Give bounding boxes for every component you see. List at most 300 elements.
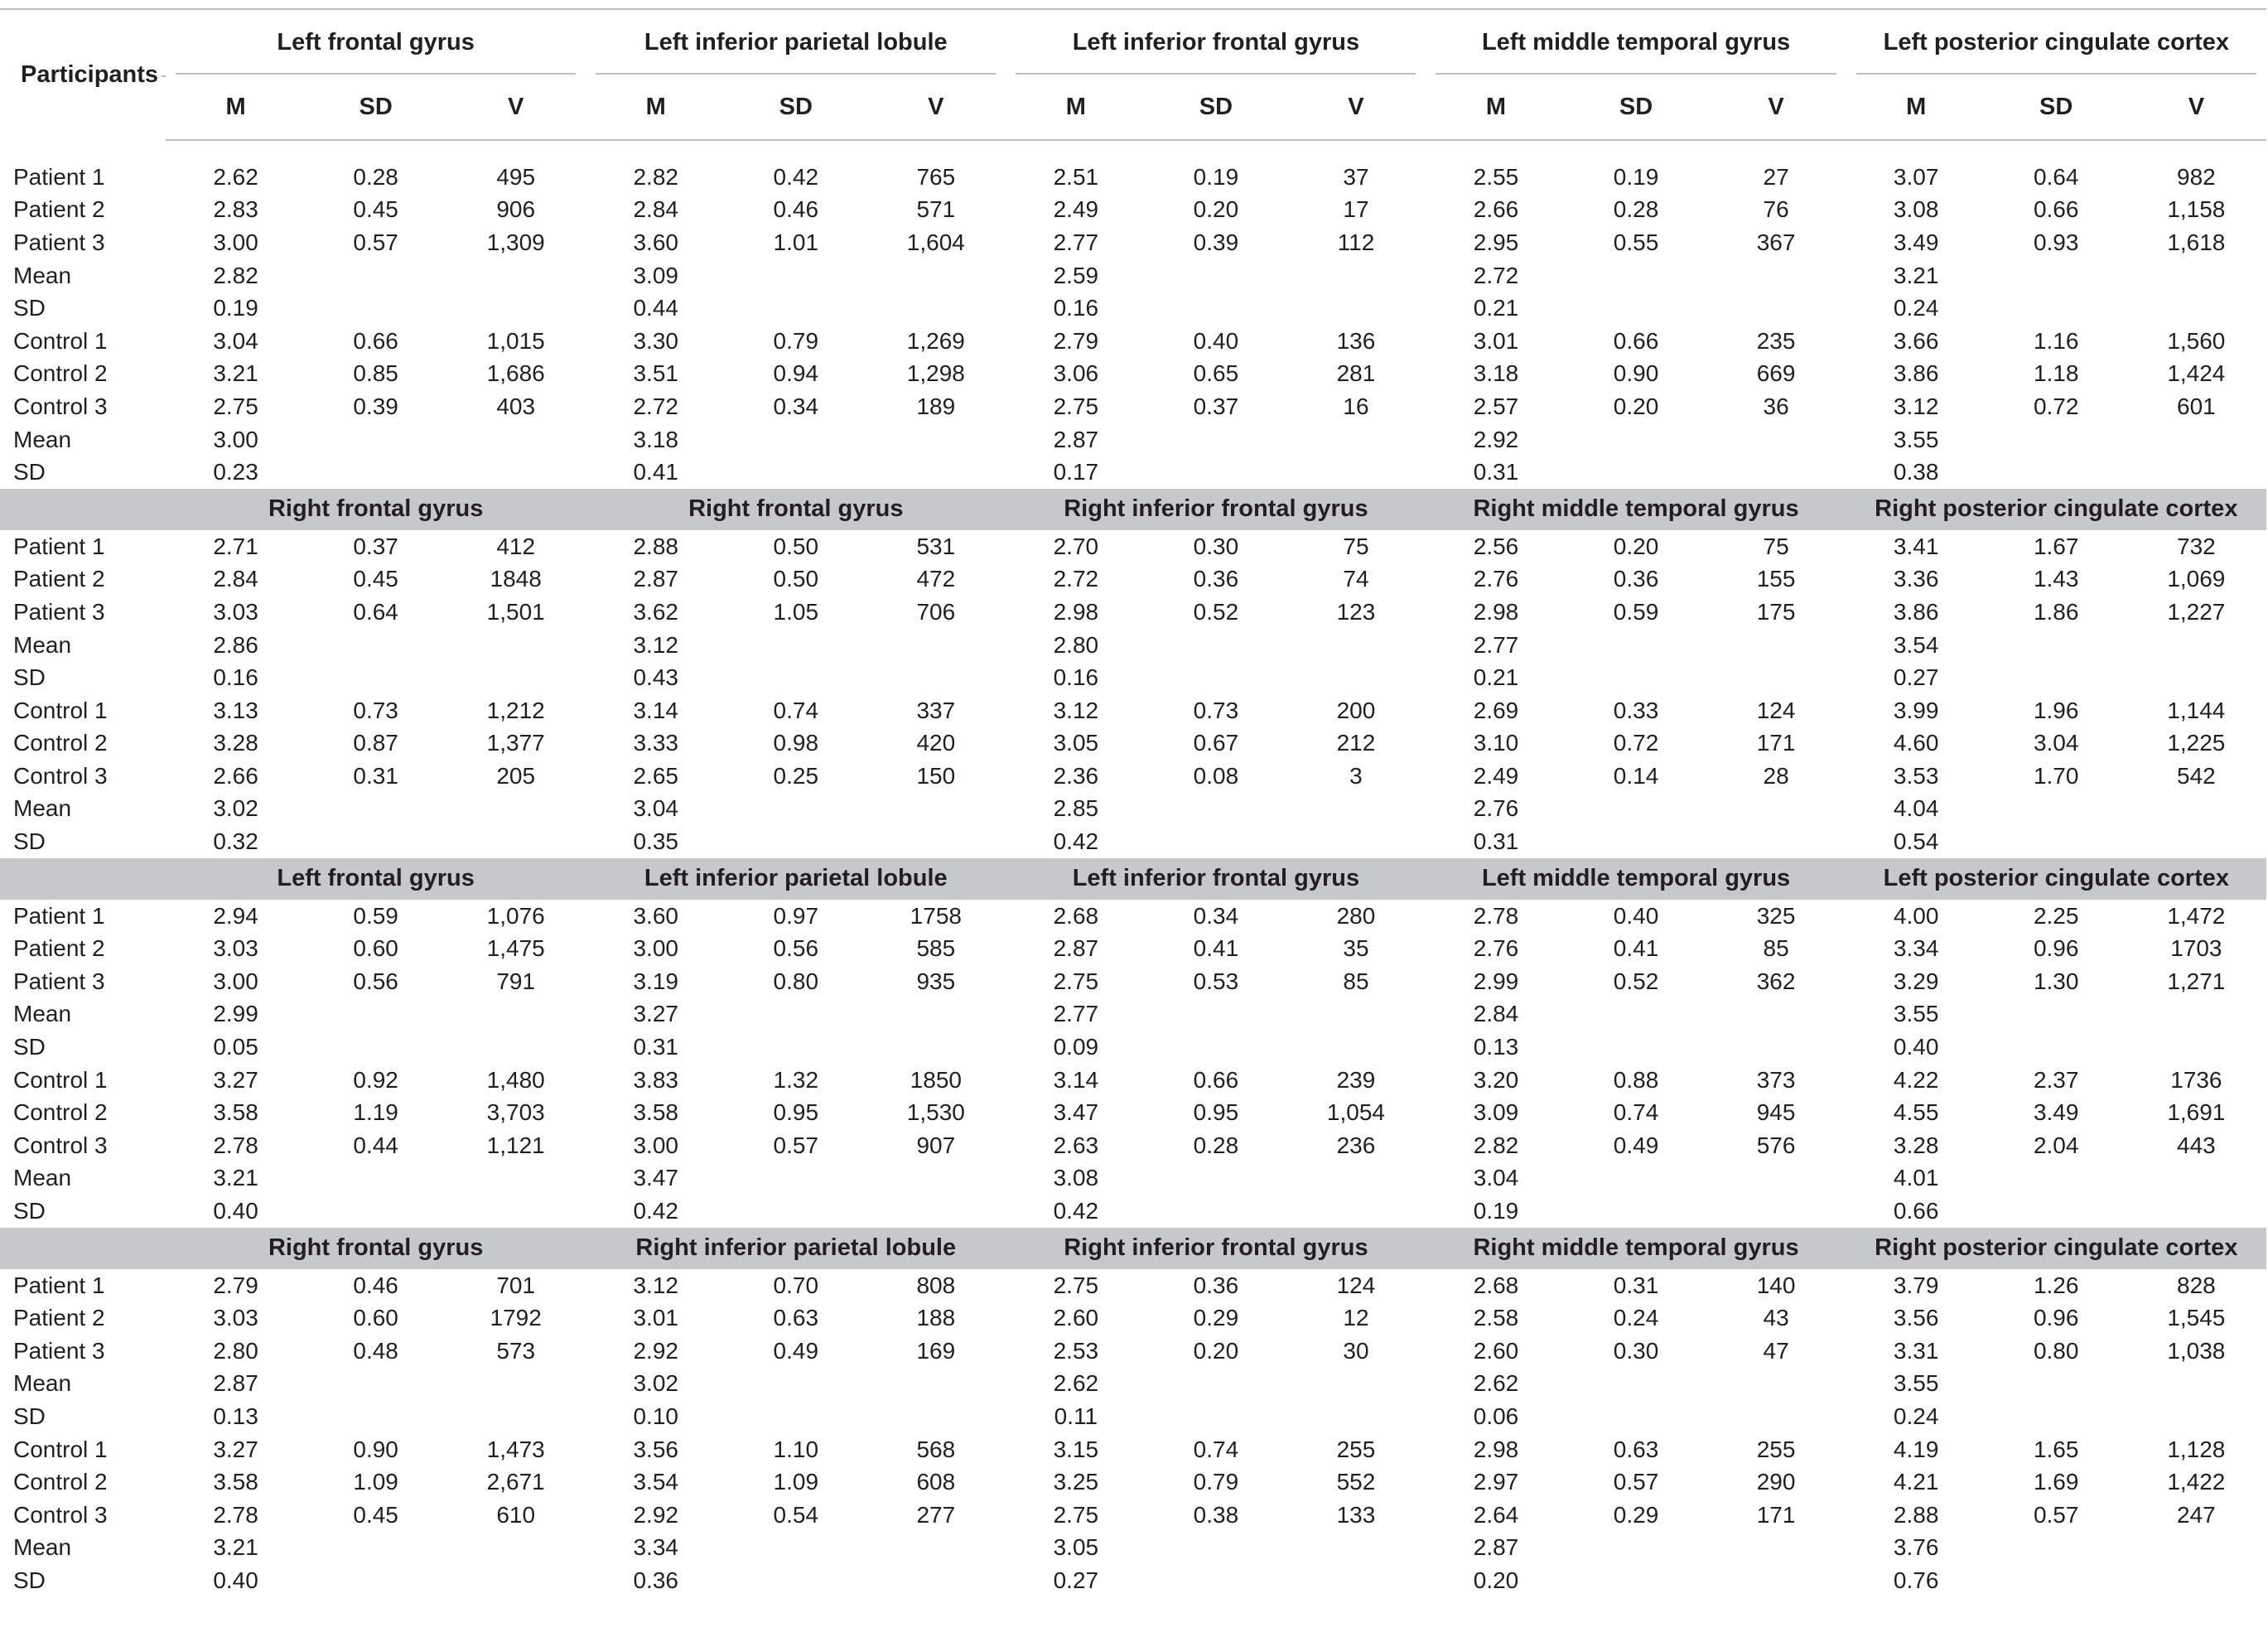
table-cell: 0.44 <box>353 1132 398 1158</box>
table-cell: 0.57 <box>1613 1469 1659 1495</box>
table-cell: 3.54 <box>1893 631 1939 658</box>
section-header-band <box>0 1228 2266 1269</box>
table-cell <box>306 998 446 1031</box>
table-cell: 0.31 <box>633 1034 678 1060</box>
table-cell: 3.04 <box>2033 730 2079 756</box>
table-cell: 0.90 <box>1613 360 1659 387</box>
stat-header-m: M <box>1426 75 1566 140</box>
table-cell <box>2126 1532 2266 1565</box>
table-cell: 212 <box>1336 730 1376 756</box>
table-cell <box>306 292 446 325</box>
table-cell: 175 <box>1756 598 1796 625</box>
table-row <box>0 1195 2266 1228</box>
table-cell <box>446 292 586 325</box>
table-row <box>0 161 2266 194</box>
table-cell: 0.30 <box>1193 533 1239 559</box>
table-cell: 171 <box>1756 1501 1796 1528</box>
row-label: Mean <box>13 631 72 658</box>
table-cell: 0.16 <box>213 664 258 691</box>
table-cell: 3.00 <box>633 935 678 962</box>
table-row <box>0 456 2266 489</box>
table-cell: 1.19 <box>353 1099 398 1126</box>
table-cell <box>1706 998 1846 1031</box>
table-cell <box>1706 1195 1846 1228</box>
table-cell <box>306 825 446 858</box>
row-label: Patient 2 <box>13 566 105 592</box>
table-cell <box>2126 292 2266 325</box>
table-cell <box>726 661 866 694</box>
table-cell: 0.64 <box>353 598 398 625</box>
table-cell: 2.87 <box>1053 426 1099 452</box>
table-cell: 0.35 <box>633 828 678 855</box>
table-row <box>0 563 2266 596</box>
table-cell: 2.68 <box>1473 1272 1519 1298</box>
table-cell <box>1146 423 1286 456</box>
table-cell: 982 <box>2177 163 2216 190</box>
table-row <box>0 629 2266 662</box>
table-cell: 2.98 <box>1473 598 1519 625</box>
table-cell: 0.72 <box>2033 393 2079 419</box>
row-label: Mean <box>13 795 72 822</box>
table-cell <box>726 1400 866 1433</box>
table-cell: 3.01 <box>633 1305 678 1331</box>
table-cell: 2.76 <box>1473 566 1519 592</box>
row-label: Control 1 <box>13 697 108 723</box>
table-cell: 1,501 <box>486 598 545 625</box>
table-cell <box>446 1400 586 1433</box>
table-row <box>0 1335 2266 1368</box>
table-cell: 0.33 <box>1613 697 1659 723</box>
table-cell: 2.68 <box>1053 902 1099 929</box>
table-cell: 0.20 <box>1193 196 1239 223</box>
table-cell: 0.27 <box>1893 664 1939 691</box>
table-cell: 0.45 <box>353 566 398 592</box>
table-row <box>0 358 2266 391</box>
table-cell: 403 <box>496 393 536 419</box>
table-cell: 3.21 <box>213 1534 258 1561</box>
table-cell: 3.34 <box>1893 935 1939 962</box>
table-cell: 907 <box>916 1132 956 1158</box>
table-cell: 0.19 <box>1613 163 1659 190</box>
table-cell: 3.00 <box>213 229 258 255</box>
section-region-header: Right frontal gyrus <box>166 489 586 530</box>
table-cell: 3.14 <box>633 697 678 723</box>
band-blank-cell <box>0 1228 166 1269</box>
table-cell: 1,618 <box>2167 229 2226 255</box>
region-header <box>1426 10 1846 75</box>
table-cell <box>866 825 1006 858</box>
table-cell: 2.70 <box>1053 533 1099 559</box>
table-cell: 2.99 <box>213 1001 258 1027</box>
table-row <box>0 1301 2266 1335</box>
table-cell <box>726 1532 866 1565</box>
table-cell <box>1146 1564 1286 1597</box>
table-cell: 571 <box>916 196 956 223</box>
table-cell: 0.79 <box>773 327 819 354</box>
table-cell: 2.82 <box>213 262 258 288</box>
table-cell <box>1986 629 2126 662</box>
table-cell: 0.56 <box>773 935 819 962</box>
table-cell: 2.60 <box>1473 1337 1519 1364</box>
table-cell: 0.40 <box>213 1567 258 1593</box>
table-cell <box>2126 998 2266 1031</box>
table-cell: 0.87 <box>353 730 398 756</box>
table-cell: 1,422 <box>2167 1469 2226 1495</box>
table-cell: 1,158 <box>2167 196 2226 223</box>
table-cell: 367 <box>1756 229 1796 255</box>
table-cell <box>1706 456 1846 489</box>
table-cell: 3.00 <box>633 1132 678 1158</box>
table-cell <box>446 661 586 694</box>
table-cell: 2.59 <box>1053 262 1099 288</box>
table-cell <box>2126 1368 2266 1401</box>
table-cell: 3.54 <box>633 1469 678 1495</box>
table-cell <box>2126 825 2266 858</box>
section-region-header: Right frontal gyrus <box>166 1228 586 1269</box>
table-cell: 0.70 <box>773 1272 819 1298</box>
table-row <box>0 1269 2266 1302</box>
table-cell <box>1286 1162 1426 1195</box>
table-cell: 280 <box>1336 902 1376 929</box>
table-cell: 0.29 <box>1193 1305 1239 1331</box>
table-cell <box>1986 423 2126 456</box>
spacer-row <box>0 140 2266 161</box>
table-cell: 0.16 <box>1053 664 1099 691</box>
table-cell: 1,377 <box>486 730 545 756</box>
table-cell: 3.41 <box>1893 533 1939 559</box>
row-label: Patient 3 <box>13 968 105 994</box>
table-cell: 3.86 <box>1893 598 1939 625</box>
table-cell: 420 <box>916 730 956 756</box>
table-cell: 935 <box>916 968 956 994</box>
table-cell: 4.00 <box>1893 902 1939 929</box>
table-cell: 2.87 <box>213 1370 258 1397</box>
table-cell: 3.66 <box>1893 327 1939 354</box>
table-row <box>0 760 2266 793</box>
table-cell: 1,480 <box>486 1066 545 1093</box>
table-cell <box>446 629 586 662</box>
table-cell: 0.66 <box>1193 1066 1239 1093</box>
row-label: Mean <box>13 426 72 452</box>
table-cell: 3.34 <box>633 1534 678 1561</box>
table-cell <box>446 793 586 826</box>
table-cell: 0.66 <box>353 327 398 354</box>
table-cell: 3.12 <box>633 631 678 658</box>
table-cell: 2.80 <box>1053 631 1099 658</box>
table-cell: 124 <box>1336 1272 1376 1298</box>
table-cell: 4.22 <box>1893 1066 1939 1093</box>
table-cell: 4.21 <box>1893 1469 1939 1495</box>
table-row <box>0 1499 2266 1532</box>
table-cell: 0.09 <box>1053 1034 1099 1060</box>
table-cell: 2.94 <box>213 902 258 929</box>
table-cell: 3.10 <box>1473 730 1519 756</box>
region-header <box>586 10 1006 75</box>
table-cell: 0.59 <box>1613 598 1659 625</box>
table-cell: 255 <box>1336 1436 1376 1462</box>
table-cell: 0.64 <box>2033 163 2079 190</box>
table-row <box>0 530 2266 563</box>
table-cell <box>1286 793 1426 826</box>
table-cell: 552 <box>1336 1469 1376 1495</box>
table-cell <box>1986 456 2126 489</box>
table-cell <box>2126 259 2266 292</box>
row-label: Patient 3 <box>13 229 105 255</box>
table-cell <box>1706 661 1846 694</box>
table-cell: 124 <box>1756 697 1796 723</box>
table-cell: 0.44 <box>633 295 678 321</box>
table-cell: 0.19 <box>1193 163 1239 190</box>
table-cell: 0.52 <box>1613 968 1659 994</box>
table-cell: 2.49 <box>1053 196 1099 223</box>
table-cell: 3.12 <box>1053 697 1099 723</box>
table-cell: 1.70 <box>2033 762 2079 789</box>
section-header-band <box>0 858 2266 900</box>
table-cell: 1,473 <box>486 1436 545 1462</box>
row-label: SD <box>13 1403 46 1429</box>
table-cell <box>1286 998 1426 1031</box>
table-cell: 3.20 <box>1473 1066 1519 1093</box>
table-cell: 0.50 <box>773 533 819 559</box>
table-cell: 4.04 <box>1893 795 1939 822</box>
table-cell: 1.01 <box>773 229 819 255</box>
table-cell: 0.17 <box>1053 459 1099 485</box>
table-cell: 2.04 <box>2033 1132 2079 1158</box>
table-cell: 0.57 <box>353 229 398 255</box>
table-cell: 3.21 <box>213 360 258 387</box>
table-cell: 2.75 <box>1053 1501 1099 1528</box>
table-cell: 0.65 <box>1193 360 1239 387</box>
row-label: Control 1 <box>13 1436 108 1462</box>
table-cell: 1,530 <box>906 1099 965 1126</box>
table-cell <box>1286 1564 1426 1597</box>
row-label: SD <box>13 1034 46 1060</box>
table-row <box>0 1031 2266 1064</box>
table-cell: 3.08 <box>1893 196 1939 223</box>
table-cell: 75 <box>1343 533 1369 559</box>
table-cell: 1,054 <box>1326 1099 1385 1126</box>
table-cell: 0.28 <box>353 163 398 190</box>
table-cell: 2.75 <box>1053 393 1099 419</box>
table-cell <box>866 793 1006 826</box>
table-body <box>0 140 2266 1597</box>
stat-header-sd: SD <box>1986 75 2126 140</box>
row-label: Control 2 <box>13 360 108 387</box>
stat-header-sd: SD <box>1566 75 1706 140</box>
region-header-label: Left frontal gyrus <box>277 28 475 56</box>
table-cell: 2.64 <box>1473 1501 1519 1528</box>
table-cell: 1,686 <box>486 360 545 387</box>
table-cell: 0.41 <box>1193 935 1239 962</box>
table-cell: 0.85 <box>353 360 398 387</box>
table-cell: 37 <box>1343 163 1369 190</box>
table-cell: 0.21 <box>1473 664 1519 691</box>
table-cell <box>726 629 866 662</box>
section-region-header: Right inferior frontal gyrus <box>1006 489 1426 530</box>
table-cell: 0.42 <box>773 163 819 190</box>
table-cell: 47 <box>1763 1337 1789 1364</box>
table-cell: 0.96 <box>2033 935 2079 962</box>
table-cell: 0.57 <box>2033 1501 2079 1528</box>
table-cell: 155 <box>1756 566 1796 592</box>
table-cell: 2.97 <box>1473 1469 1519 1495</box>
table-cell: 0.73 <box>1193 697 1239 723</box>
table-cell: 2.98 <box>1473 1436 1519 1462</box>
table-cell: 2.55 <box>1473 163 1519 190</box>
table-cell: 0.93 <box>2033 229 2079 255</box>
table-cell: 0.24 <box>1893 1403 1939 1429</box>
table-cell: 495 <box>496 163 536 190</box>
table-cell: 247 <box>2177 1501 2216 1528</box>
table-cell: 0.56 <box>353 968 398 994</box>
table-cell: 3.60 <box>633 229 678 255</box>
table-cell: 3.36 <box>1893 566 1939 592</box>
stat-header-m: M <box>586 75 726 140</box>
table-cell: 2.75 <box>1053 968 1099 994</box>
table-cell: 0.31 <box>1613 1272 1659 1298</box>
table-cell <box>2126 1031 2266 1064</box>
table-cell: 0.08 <box>1193 762 1239 789</box>
table-cell: 2.87 <box>1473 1534 1519 1561</box>
table-cell <box>446 1564 586 1597</box>
table-cell <box>1286 1031 1426 1064</box>
table-cell: 373 <box>1756 1066 1796 1093</box>
table-cell <box>1706 292 1846 325</box>
table-cell: 1848 <box>490 566 542 592</box>
table-cell <box>306 456 446 489</box>
table-cell: 0.31 <box>353 762 398 789</box>
section-region-header: Right posterior cingulate cortex <box>1846 1228 2266 1269</box>
table-cell: 0.36 <box>1613 566 1659 592</box>
table-cell: 123 <box>1336 598 1376 625</box>
table-cell: 2.76 <box>1473 795 1519 822</box>
table-cell: 0.55 <box>1613 229 1659 255</box>
table-cell: 0.36 <box>633 1567 678 1593</box>
table-cell: 235 <box>1756 327 1796 354</box>
table-cell <box>1706 423 1846 456</box>
table-cell <box>1146 825 1286 858</box>
row-label: Control 2 <box>13 730 108 756</box>
table-cell <box>446 1031 586 1064</box>
table-cell: 3.02 <box>633 1370 678 1397</box>
table-cell <box>306 1031 446 1064</box>
table-cell: 573 <box>496 1337 536 1364</box>
table-cell: 0.13 <box>213 1403 258 1429</box>
table-cell: 3.03 <box>213 1305 258 1331</box>
table-cell <box>1566 1532 1706 1565</box>
table-row <box>0 1064 2266 1097</box>
row-label: Control 2 <box>13 1469 108 1495</box>
table-cell: 4.55 <box>1893 1099 1939 1126</box>
table-cell <box>1566 793 1706 826</box>
table-cell <box>306 1195 446 1228</box>
table-cell: 3.58 <box>213 1099 258 1126</box>
section-region-header: Left frontal gyrus <box>166 858 586 900</box>
table-cell: 0.14 <box>1613 762 1659 789</box>
table-cell <box>1566 1400 1706 1433</box>
row-label: SD <box>13 1567 46 1593</box>
table-cell: 0.13 <box>1473 1034 1519 1060</box>
table-cell <box>306 629 446 662</box>
table-cell: 1,212 <box>486 697 545 723</box>
table-cell: 1,424 <box>2167 360 2226 387</box>
table-cell: 1.09 <box>773 1469 819 1495</box>
table-cell <box>2126 793 2266 826</box>
table-row <box>0 259 2266 292</box>
table-cell: 1,604 <box>906 229 965 255</box>
table-cell: 0.16 <box>1053 295 1099 321</box>
table-cell <box>446 1195 586 1228</box>
row-label: Control 3 <box>13 1132 108 1158</box>
stat-header-m: M <box>1006 75 1146 140</box>
table-cell: 791 <box>496 968 536 994</box>
table-cell: 2.69 <box>1473 697 1519 723</box>
table-cell: 1.43 <box>2033 566 2079 592</box>
table-cell: 0.97 <box>773 902 819 929</box>
table-cell: 0.66 <box>1893 1198 1939 1224</box>
table-cell: 0.40 <box>1613 902 1659 929</box>
row-label: Patient 1 <box>13 902 105 929</box>
table-cell: 3.27 <box>213 1066 258 1093</box>
row-label: Control 3 <box>13 1501 108 1528</box>
table-cell: 0.37 <box>1193 393 1239 419</box>
table-cell: 3.33 <box>633 730 678 756</box>
stat-header-v: V <box>1706 75 1846 140</box>
table-cell: 76 <box>1763 196 1789 223</box>
table-cell: 0.45 <box>353 196 398 223</box>
table-cell <box>1566 423 1706 456</box>
table-cell <box>1286 292 1426 325</box>
table-cell: 1.09 <box>353 1469 398 1495</box>
table-cell: 1.67 <box>2033 533 2079 559</box>
table-cell: 2.86 <box>213 631 258 658</box>
table-cell: 2.88 <box>633 533 678 559</box>
table-cell <box>1986 1195 2126 1228</box>
table-cell: 3.05 <box>1053 730 1099 756</box>
table-cell: 0.28 <box>1613 196 1659 223</box>
row-label: Control 3 <box>13 393 108 419</box>
table-cell: 3.55 <box>1893 426 1939 452</box>
table-cell: 1,545 <box>2167 1305 2226 1331</box>
table-cell: 3.12 <box>1893 393 1939 419</box>
table-cell <box>1146 456 1286 489</box>
row-label: SD <box>13 828 46 855</box>
table-cell <box>726 259 866 292</box>
table-cell: 732 <box>2177 533 2216 559</box>
table-cell: 4.19 <box>1893 1436 1939 1462</box>
table-cell: 0.31 <box>1473 828 1519 855</box>
table-cell <box>446 1368 586 1401</box>
table-cell <box>1146 259 1286 292</box>
table-cell: 0.38 <box>1893 459 1939 485</box>
table-cell: 0.40 <box>1893 1034 1939 1060</box>
table-cell: 2.83 <box>213 196 258 223</box>
table-cell: 2.78 <box>1473 902 1519 929</box>
table-cell: 0.79 <box>1193 1469 1239 1495</box>
table-cell: 3.28 <box>1893 1132 1939 1158</box>
row-label: Control 3 <box>13 762 108 789</box>
table-cell: 3.58 <box>633 1099 678 1126</box>
table-cell <box>2126 456 2266 489</box>
table-cell <box>446 456 586 489</box>
table-cell: 1.05 <box>773 598 819 625</box>
table-cell: 0.76 <box>1893 1567 1939 1593</box>
table-cell <box>2126 423 2266 456</box>
table-cell: 2.82 <box>633 163 678 190</box>
table-cell: 3.29 <box>1893 968 1939 994</box>
table-cell: 3,703 <box>486 1099 545 1126</box>
stat-header-v: V <box>866 75 1006 140</box>
